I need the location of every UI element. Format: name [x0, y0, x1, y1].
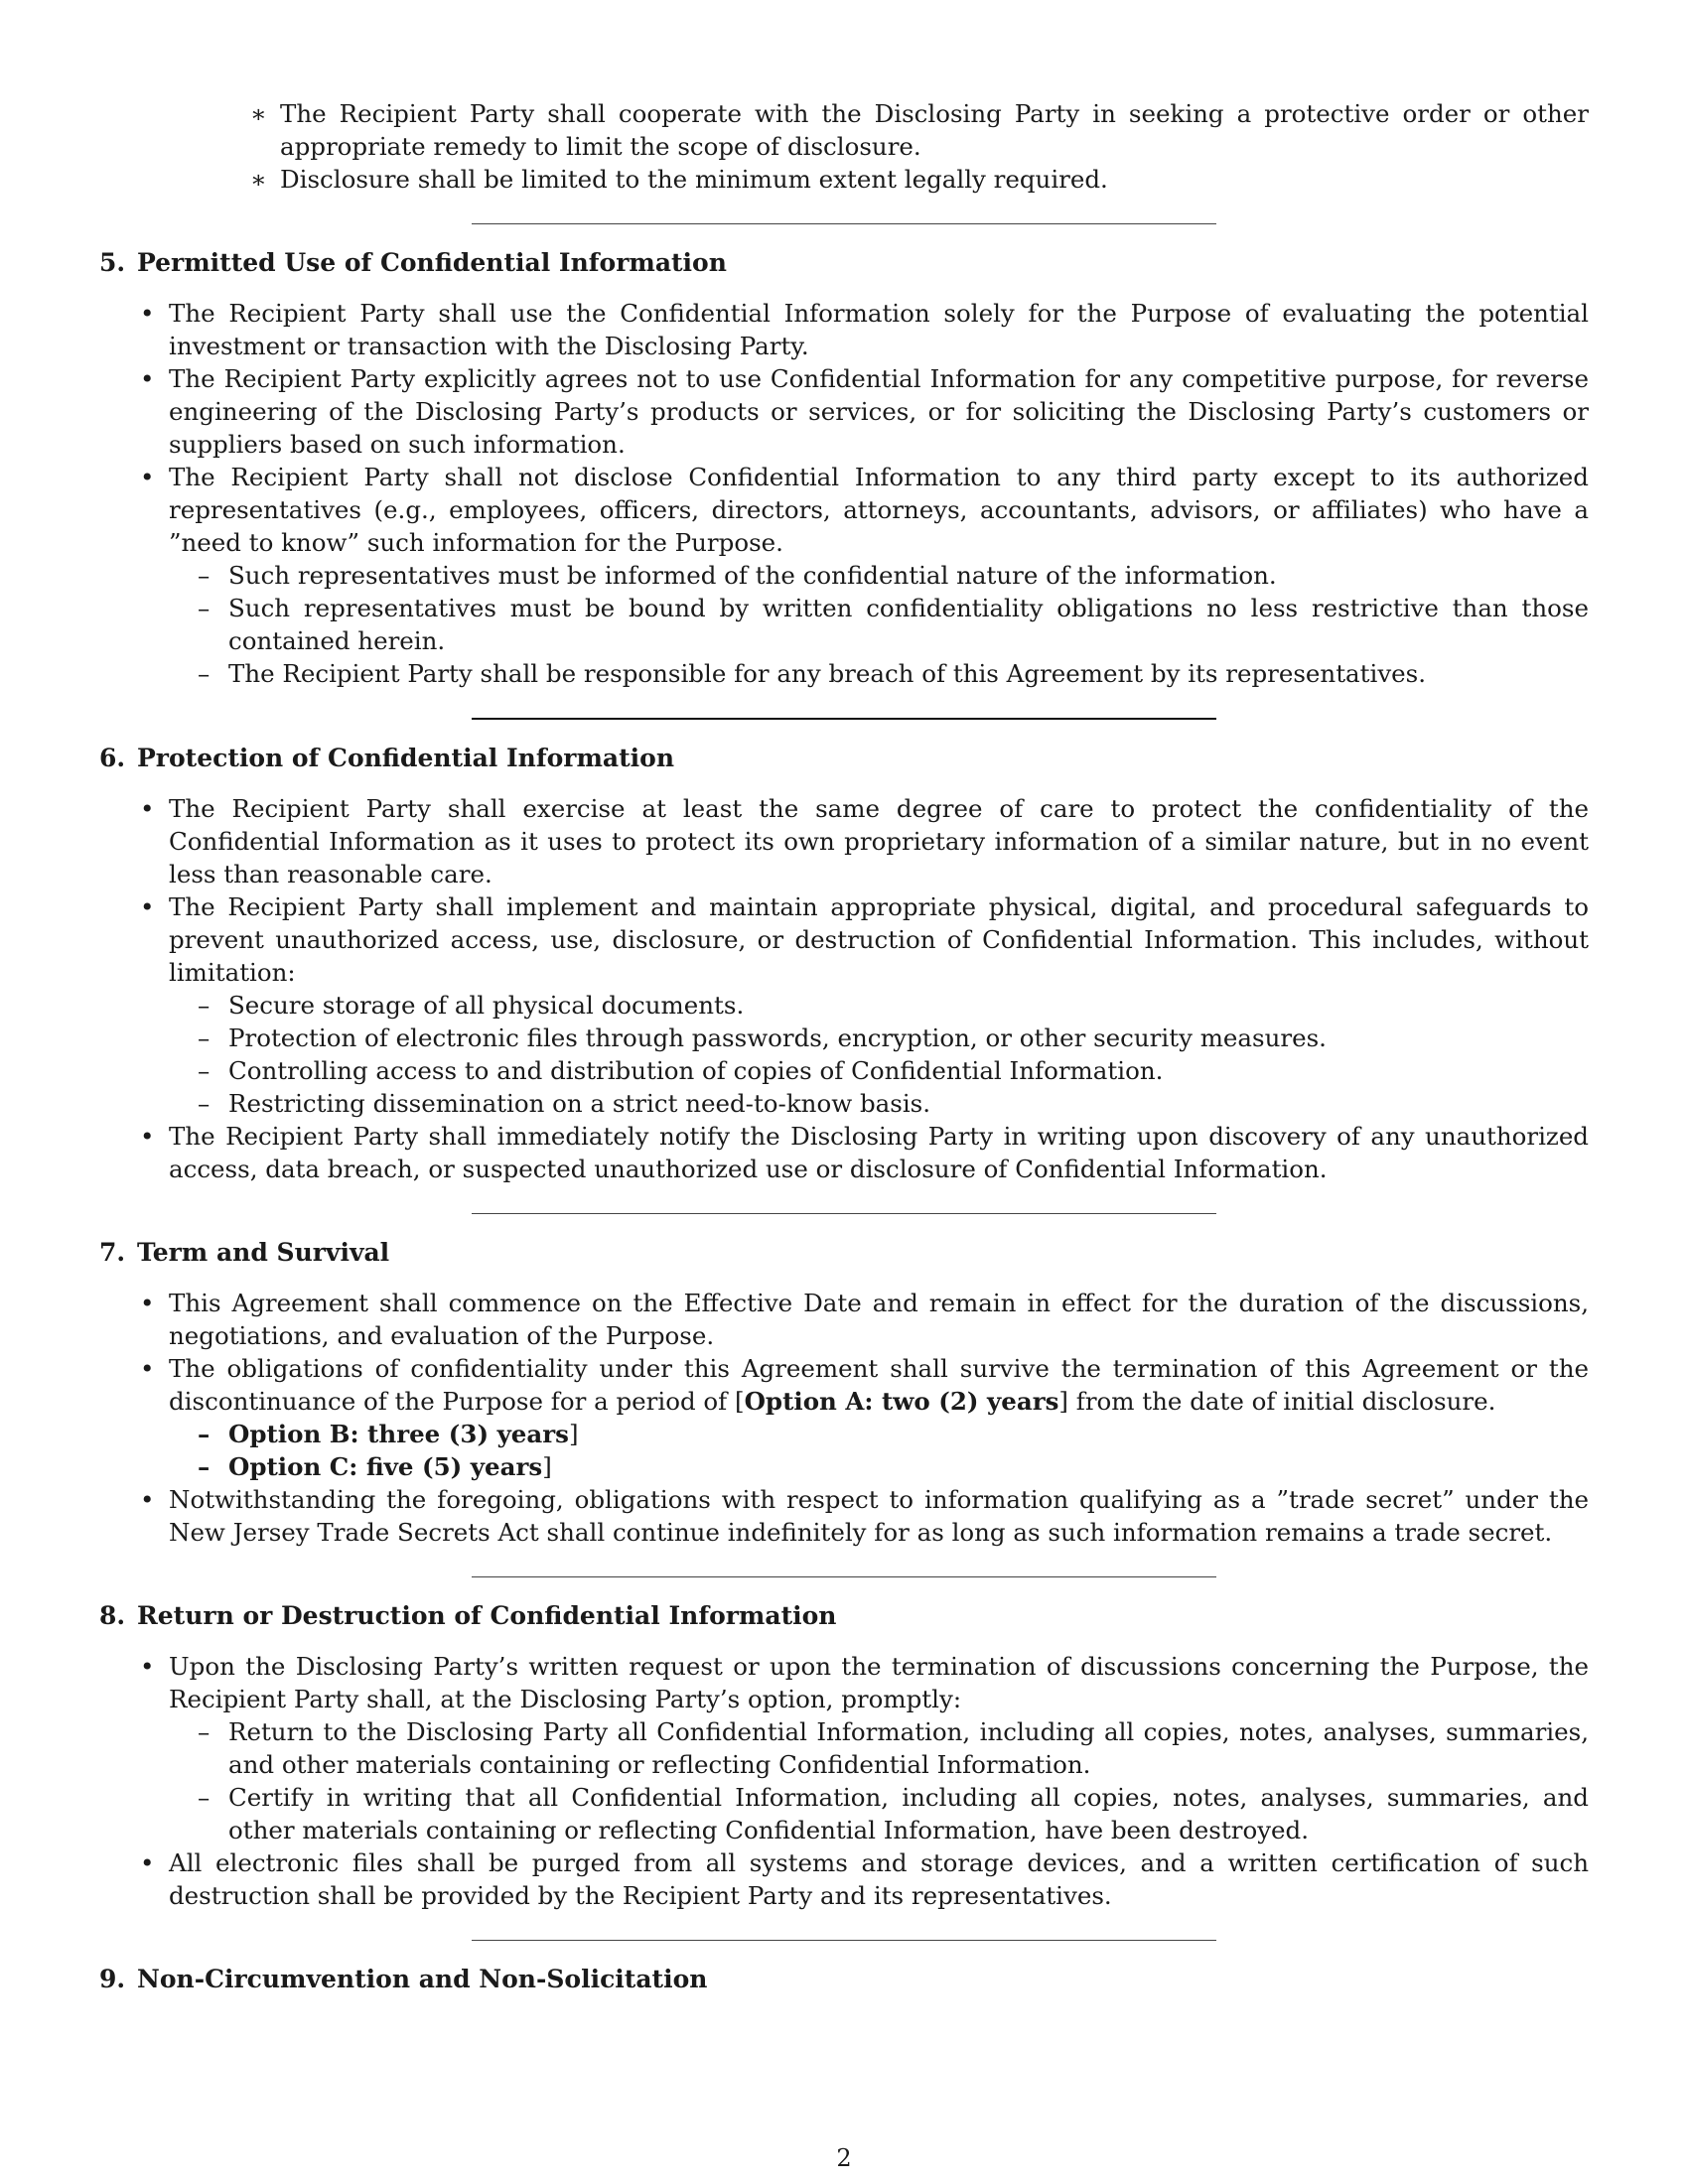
- list-item-text: [228, 1450, 1589, 1483]
- section-title: Non-Circumvention and Non-Solicitation: [137, 1965, 708, 1993]
- list-item-text: Disclosure shall be limited to the minimum extent legally required.: [280, 165, 1108, 194]
- sub-list-item: [99, 1054, 1589, 1087]
- list-item-text: Protection of electronic files through passwords, encryption, or other security measures.: [228, 1024, 1327, 1052]
- list-item-text: Secure storage of all physical documents.: [228, 991, 745, 1020]
- list-item: [99, 1287, 1589, 1352]
- bullet-marker: •: [140, 1848, 155, 1877]
- section-title: Return or Destruction of Confidential Information: [137, 1601, 837, 1630]
- section-number: 5.: [99, 248, 126, 277]
- list-item-text: The Recipient Party shall not disclose Confidential Information to any third party except to its authorized representatives (e.g., employees, officers, directors, attorneys, accountants, advisors, or affiliates) who have a ”need to know” such information for the Purpose.: [169, 463, 1589, 557]
- list-item: [99, 97, 1589, 163]
- sub-list-item: [99, 1022, 1589, 1054]
- section-heading: [99, 246, 1589, 279]
- list-item-text: The Recipient Party shall exercise at least the same degree of care to protect the confidentiality of the Confidential Information as it uses to protect its own proprietary information of a similar nature, but in no event less than reasonable care.: [169, 794, 1589, 888]
- sub-list-item: [99, 1450, 1589, 1483]
- section-heading: [99, 742, 1589, 774]
- bracket-text: ]: [542, 1452, 552, 1481]
- list-item: [99, 1846, 1589, 1912]
- list-item-text: The Recipient Party shall implement and maintain appropriate physical, digital, and procedural safeguards to prevent unauthorized access, use, disclosure, or destruction of Confidential Information. This includes, without limitation:: [169, 892, 1589, 987]
- dash-marker: –: [198, 1056, 211, 1085]
- section-heading: [99, 1963, 1589, 1995]
- bullet-marker: •: [140, 463, 155, 491]
- dash-marker: –: [198, 561, 211, 590]
- list-item: [99, 163, 1589, 196]
- list-item-text: Upon the Disclosing Party’s written request or upon the termination of discussions concerning the Purpose, the Recipient Party shall, at the Disclosing Party’s option, promptly:: [169, 1652, 1589, 1713]
- sub-list-item: [99, 1781, 1589, 1846]
- option-a-text: Option A: two (2) years: [744, 1387, 1059, 1416]
- sub-list-item: [99, 657, 1589, 690]
- dash-marker: –: [198, 1024, 211, 1052]
- list-item-text: The Recipient Party shall immediately notify the Disclosing Party in writing upon discovery of any unauthorized access, data breach, or suspected unauthorized use or disclosure of Confidential Information.: [169, 1122, 1589, 1183]
- asterisk-marker: ∗: [250, 99, 267, 128]
- list-item-text: Notwithstanding the foregoing, obligations with respect to information qualifying as a ”trade secret” under the New Jersey Trade Secrets Act shall continue indefinitely for as long as such information remains a trade secret.: [169, 1485, 1589, 1547]
- list-item-text: Controlling access to and distribution of copies of Confidential Information.: [228, 1056, 1164, 1085]
- sub-list-item: [99, 1087, 1589, 1120]
- section-number: 6.: [99, 744, 126, 772]
- text-run: The obligations of confidentiality under this Agreement shall survive the termination of this Agreement or the discontinuance of the Purpose for a period of [: [169, 1354, 1589, 1416]
- option-b-text: Option B: three (3) years: [228, 1420, 569, 1448]
- list-item-text: The Recipient Party shall use the Confidential Information solely for the Purpose of evaluating the potential investment or transaction with the Disclosing Party.: [169, 299, 1589, 360]
- list-item: [99, 1483, 1589, 1549]
- list-item-text: [228, 1418, 1589, 1450]
- page-number: 2: [836, 2144, 852, 2172]
- section-heading: [99, 1599, 1589, 1632]
- list-item-text: Such representatives must be informed of the confidential nature of the information.: [228, 561, 1277, 590]
- sub-list-item: [99, 1418, 1589, 1450]
- list-item: [99, 1120, 1589, 1185]
- bullet-marker: •: [140, 892, 155, 921]
- sub-list-item: [99, 1715, 1589, 1781]
- list-item-text: Such representatives must be bound by written confidentiality obligations no less restrictive than those contained herein.: [228, 594, 1589, 655]
- sub-list-item: [99, 989, 1589, 1022]
- dash-marker: –: [198, 991, 211, 1020]
- section-heading: [99, 1236, 1589, 1269]
- list-item-text: The Recipient Party shall cooperate with the Disclosing Party in seeking a protective order or other appropriate remedy to limit the scope of disclosure.: [280, 99, 1589, 161]
- list-item-text: [169, 1352, 1589, 1418]
- list-item: [99, 792, 1589, 890]
- section-number: 8.: [99, 1601, 126, 1630]
- bullet-marker: •: [140, 1354, 155, 1383]
- section-number: 7.: [99, 1238, 126, 1267]
- list-item: [99, 362, 1589, 461]
- bullet-marker: •: [140, 364, 155, 393]
- asterisk-marker: ∗: [250, 165, 267, 194]
- bullet-marker: •: [140, 794, 155, 823]
- list-item-text: All electronic files shall be purged from all systems and storage devices, and a written certification of such destruction shall be provided by the Recipient Party and its representatives.: [169, 1848, 1589, 1910]
- list-item-text: Return to the Disclosing Party all Confidential Information, including all copies, notes, analyses, summaries, and other materials containing or reflecting Confidential Information.: [228, 1717, 1589, 1779]
- list-item: [99, 297, 1589, 362]
- list-item-text: The Recipient Party shall be responsible for any breach of this Agreement by its representatives.: [228, 659, 1427, 688]
- dash-marker: –: [198, 1783, 211, 1812]
- list-item-text: Restricting dissemination on a strict need-to-know basis.: [228, 1089, 931, 1118]
- option-c-text: Option C: five (5) years: [228, 1452, 543, 1481]
- document-page: [99, 97, 1589, 1995]
- list-item: [99, 461, 1589, 559]
- bullet-marker: •: [140, 1122, 155, 1151]
- section-title: Protection of Confidential Information: [137, 744, 675, 772]
- dash-marker: –: [198, 1452, 211, 1481]
- sub-list-item: [99, 559, 1589, 592]
- list-item-text: The Recipient Party explicitly agrees not to use Confidential Information for any competitive purpose, for reverse engineering of the Disclosing Party’s products or services, or for soliciting the Disclosing Party’s customers or suppliers based on such information.: [169, 364, 1589, 459]
- sub-list-item: [99, 592, 1589, 657]
- section-title: Permitted Use of Confidential Information: [137, 248, 727, 277]
- list-item: [99, 1650, 1589, 1715]
- list-item-text: This Agreement shall commence on the Effective Date and remain in effect for the duration of the discussions, negotiations, and evaluation of the Purpose.: [169, 1289, 1589, 1350]
- dash-marker: –: [198, 1420, 211, 1448]
- bullet-marker: •: [140, 1652, 155, 1681]
- list-item: [99, 890, 1589, 989]
- bullet-marker: •: [140, 1289, 155, 1317]
- dash-marker: –: [198, 594, 211, 622]
- text-run: ] from the date of initial disclosure.: [1058, 1387, 1496, 1416]
- list-item-text: Certify in writing that all Confidential Information, including all copies, notes, analyses, summaries, and other materials containing or reflecting Confidential Information, have been destroyed.: [228, 1783, 1589, 1844]
- bullet-marker: •: [140, 299, 155, 328]
- dash-marker: –: [198, 1717, 211, 1746]
- bracket-text: ]: [568, 1420, 579, 1448]
- section-title: Term and Survival: [137, 1238, 390, 1267]
- section-number: 9.: [99, 1965, 126, 1993]
- dash-marker: –: [198, 659, 211, 688]
- dash-marker: –: [198, 1089, 211, 1118]
- list-item: [99, 1352, 1589, 1418]
- bullet-marker: •: [140, 1485, 155, 1514]
